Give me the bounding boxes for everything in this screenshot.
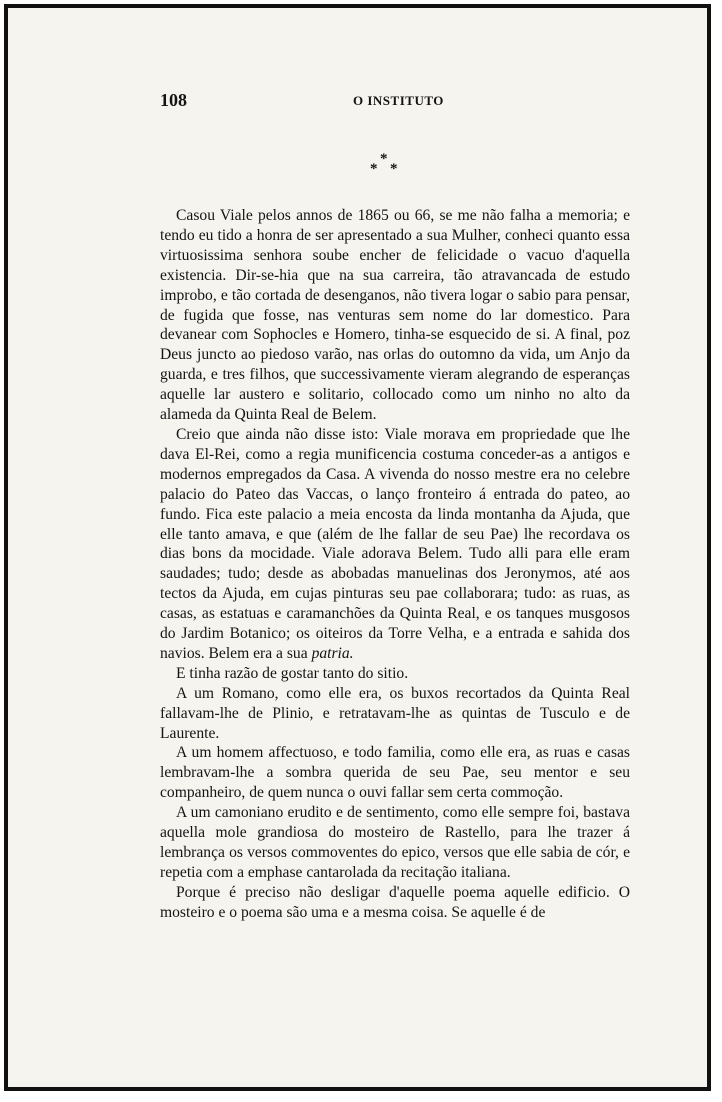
asterism-star-top: * — [380, 151, 388, 167]
page-number: 108 — [160, 90, 187, 110]
asterism-star-right: * — [390, 161, 398, 177]
running-head — [160, 90, 630, 114]
asterism-star-left: * — [370, 161, 378, 177]
paragraph-3: E tinha razão de gostar tanto do sitio. — [176, 664, 409, 682]
paragraph-2-italic: patria. — [311, 644, 354, 662]
section-break-asterism — [366, 150, 406, 180]
paragraph-5: A um homem affectuoso, e todo familia, como elle era, as ruas e casas lembravam-lhe a sombra querida de seu Pae, seu mentor e seu companheiro, de quem nunca o ouvi fallar sem certa commoção. — [160, 744, 630, 802]
paragraph-2 — [160, 425, 630, 664]
article-body — [160, 206, 630, 923]
paragraph-6: A um camoniano erudito e de sentimento, como elle sempre foi, bastava aquella mole grandiosa do mosteiro de Rastello, para lhe trazer á lembrança os versos commoventes do epico, versos que elle sabia de cór, e repetia com a emphase cantarolada da recitação italiana. — [160, 804, 630, 881]
paragraph-4: A um Romano, como elle era, os buxos recortados da Quinta Real fallavam-lhe de Plinio, e retratavam-lhe as quintas de Tusculo e de Laurente. — [160, 684, 630, 742]
paragraph-7: Porque é preciso não desligar d'aquelle poema aquelle edificio. O mosteiro e o poema são uma e a mesma coisa. Se aquelle é de — [160, 883, 630, 921]
paragraph-2-text: Creio que ainda não disse isto: Viale morava em propriedade que lhe dava El-Rei, como a regia munificencia costuma conceder-as a antigos e modernos empregados da Casa. A vivenda do nosso mestre era no celebre palacio do Pateo das Vaccas, o lanço fronteiro á entrada do pateo, ao fundo. Fica este palacio a meia encosta da linda montanha da Ajuda, que elle tanto amava, e que (além de lhe fallar de seu Pae) lhe recordava os dias bons da mocidade. Viale adorava Belem. Tudo alli para elle eram saudades; tudo; desde as abobadas manuelinas dos Jeronymos, até aos tectos da Ajuda, em cujas pinturas seu pae collaborara; tudo: as ruas, as casas, as estatuas e caramanchões da Quinta Real, e os tanques musgosos do Jardim Botanico; os oiteiros da Torre Velha, e a entrada e sahida dos navios. Belem era a sua — [160, 425, 630, 662]
journal-title: O INSTITUTO — [353, 93, 444, 108]
paragraph-1: Casou Viale pelos annos de 1865 ou 66, se me não falha a memoria; e tendo eu tido a honra de ser apresentado a sua Mulher, conheci quanto essa virtuosissima senhora soube encher de felicidade o vacuo d'aquella existencia. Dir-se-hia que na sua carreira, tão atravancada de estudo improbo, e tão cortada de desenganos, não tivera logar o sabio para pensar, de fugida que fosse, nas venturas sem nome do lar domestico. Para devanear com Sophocles e Homero, tinha-se esquecido de si. A final, poz Deus juncto ao piedoso varão, nas orlas do outomno da vida, um Anjo da guarda, e tres filhos, que successivamente vieram alegrando de esperanças aquelle lar austero e solitario, collocado como um ninho no alto da alameda da Quinta Real de Belem. — [160, 207, 630, 424]
